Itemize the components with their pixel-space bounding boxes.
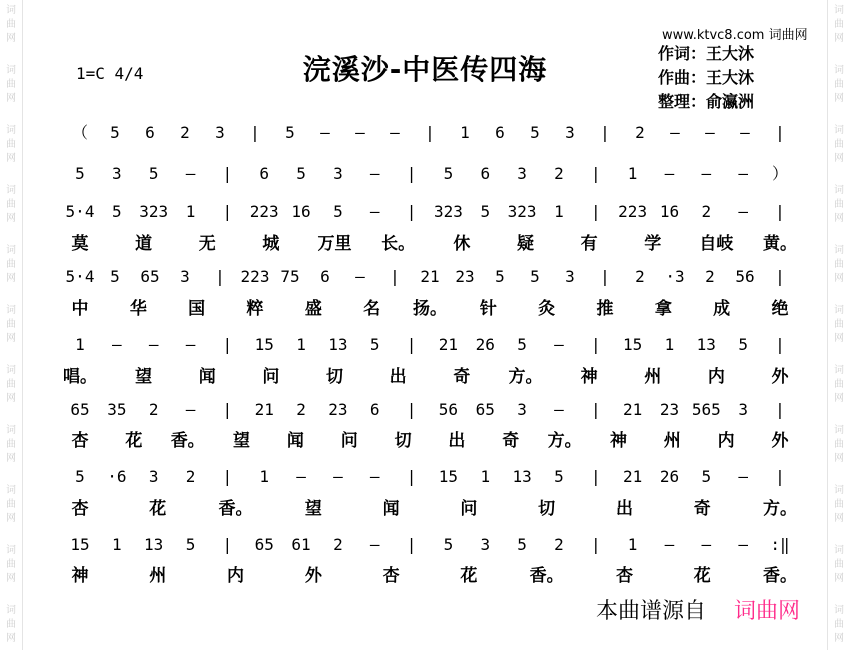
note: — <box>112 335 122 354</box>
barline: | <box>590 335 601 354</box>
lyric-syllable: 花 <box>693 566 711 586</box>
lyric-syllable: 州 <box>149 566 167 586</box>
note: — <box>664 164 675 183</box>
lyric-syllable: 香。 <box>170 431 205 451</box>
note: 5·4 <box>65 267 95 286</box>
lyric-syllable: 万里 <box>317 234 352 254</box>
note: 1 <box>664 335 675 354</box>
note: 5 <box>333 202 343 221</box>
barline: | <box>222 164 233 183</box>
note: 5 <box>75 467 85 486</box>
barline: | <box>406 202 417 221</box>
lyric-syllable: 杏 <box>615 566 633 586</box>
lyric-syllable: 黄。 <box>763 234 797 254</box>
note: — <box>355 267 365 286</box>
note: 3 <box>112 164 122 183</box>
lyric-syllable: 外 <box>771 431 789 451</box>
note: 2 <box>705 267 715 286</box>
watermark-text: 词曲网 <box>834 5 844 44</box>
note: 5 <box>110 123 120 142</box>
note: — <box>369 535 380 554</box>
note: 65 <box>140 267 160 286</box>
note: 2 <box>185 467 196 486</box>
watermark-text: 词曲网 <box>834 185 844 224</box>
lyric-syllable: 内 <box>717 431 735 451</box>
note: 2 <box>333 535 343 554</box>
note: 5 <box>701 467 712 486</box>
note: 1 <box>627 535 638 554</box>
note: 3 <box>517 164 527 183</box>
note: 565 <box>691 400 721 419</box>
barline: | <box>406 164 417 183</box>
barline: | <box>600 123 610 142</box>
barline: | <box>590 164 601 183</box>
note: 15 <box>622 335 643 354</box>
note: 3 <box>180 267 190 286</box>
lyric-syllable: 花 <box>149 499 167 519</box>
note: — <box>333 467 343 486</box>
note: 56 <box>735 267 755 286</box>
watermark-text: 词曲网 <box>834 245 844 284</box>
note: 21 <box>420 267 440 286</box>
lyric-syllable: 华 <box>129 299 147 319</box>
watermark-text: 词曲网 <box>6 425 16 464</box>
lyric-syllable: 莫 <box>71 234 89 254</box>
note: 15 <box>70 535 90 554</box>
note: 3 <box>480 535 491 554</box>
note: 21 <box>622 400 643 419</box>
note: — <box>390 123 400 142</box>
barline: | <box>775 267 785 286</box>
barline: | <box>222 202 233 221</box>
note: — <box>664 535 675 554</box>
note: — <box>369 467 380 486</box>
note: — <box>705 123 715 142</box>
note: 5 <box>112 202 122 221</box>
note: 5 <box>495 267 505 286</box>
note: — <box>740 123 750 142</box>
note: 5 <box>530 123 540 142</box>
note: 5 <box>517 535 527 554</box>
note: 2 <box>635 123 645 142</box>
lyric-syllable: 望 <box>135 367 153 387</box>
lyric-syllable: 方。 <box>547 431 582 451</box>
note: 2 <box>296 400 306 419</box>
lyric-syllable: 拿 <box>654 299 672 319</box>
note: 3 <box>148 467 159 486</box>
lyric-syllable: 奇 <box>502 431 520 451</box>
lyric-syllable: 闻 <box>286 431 304 451</box>
lyric-syllable: 问 <box>340 431 358 451</box>
barline: | <box>590 535 601 554</box>
note: 35 <box>107 400 127 419</box>
note: — <box>185 164 196 183</box>
note: 223 <box>618 202 648 221</box>
note: 1 <box>75 335 85 354</box>
lyric-syllable: 奇 <box>453 367 471 387</box>
lyric-syllable: 州 <box>663 431 681 451</box>
barline: | <box>222 400 233 419</box>
lyricist-credit: 作词：王大沐 <box>658 44 755 63</box>
note: （ <box>71 123 89 142</box>
key-signature: 1=C 4/4 <box>76 64 144 83</box>
note: — <box>148 335 159 354</box>
note: 6 <box>480 164 491 183</box>
watermark-text: 词曲网 <box>6 5 16 44</box>
lyric-syllable: 道 <box>135 234 153 254</box>
arranger-credit: 整理：俞瀛洲 <box>658 92 755 111</box>
watermark-text: 词曲网 <box>834 425 844 464</box>
note: 5 <box>75 164 85 183</box>
note: 15 <box>254 335 274 354</box>
barline: | <box>775 335 785 354</box>
lyric-syllable: 推 <box>596 299 614 319</box>
lyric-syllable: 自岐 <box>699 234 734 254</box>
note: — <box>670 123 680 142</box>
lyric-syllable: 花 <box>125 431 143 451</box>
lyric-syllable: 花 <box>460 566 478 586</box>
barline: | <box>406 467 417 486</box>
note: 26 <box>659 467 680 486</box>
lyric-syllable: 绝 <box>771 299 789 319</box>
lyric-syllable: 神 <box>609 431 627 451</box>
note: 5 <box>554 467 564 486</box>
lyric-syllable: 问 <box>460 499 478 519</box>
lyric-syllable: 唱。 <box>63 367 97 387</box>
note: 3 <box>517 400 527 419</box>
lyric-syllable: 中 <box>71 299 89 319</box>
note: 3 <box>565 123 575 142</box>
note: 5 <box>369 335 380 354</box>
note: 2 <box>180 123 190 142</box>
note: 13 <box>512 467 532 486</box>
note: 13 <box>696 335 716 354</box>
note: 65 <box>254 535 274 554</box>
barline: | <box>406 335 417 354</box>
page-title: 浣溪沙-中医传四海 <box>302 53 548 86</box>
note: 16 <box>291 202 311 221</box>
watermark-text: 词曲网 <box>6 245 16 284</box>
note: 23 <box>659 400 680 419</box>
note: ） <box>771 164 789 183</box>
lyric-syllable: 出 <box>448 431 466 451</box>
watermark-text: 词曲网 <box>834 605 844 644</box>
note: 3 <box>738 400 748 419</box>
lyric-syllable: 问 <box>262 367 280 387</box>
lyric-syllable: 有 <box>580 234 598 254</box>
note: — <box>554 400 564 419</box>
note: 223 <box>240 267 270 286</box>
lyric-syllable: 无 <box>198 234 216 254</box>
barline: | <box>775 467 785 486</box>
lyric-syllable: 切 <box>394 431 412 451</box>
lyric-syllable: 香。 <box>763 566 797 586</box>
barline: | <box>222 467 233 486</box>
barline: | <box>250 123 260 142</box>
lyric-syllable: 粹 <box>246 299 264 319</box>
note: 21 <box>438 335 459 354</box>
barline: | <box>222 335 233 354</box>
note: — <box>738 535 748 554</box>
watermark-text: 词曲网 <box>834 545 844 584</box>
note: 323 <box>507 202 537 221</box>
lyric-syllable: 外 <box>304 566 322 586</box>
note: 3 <box>215 123 225 142</box>
note: — <box>738 164 748 183</box>
note: 1 <box>185 202 196 221</box>
note: 1 <box>460 123 470 142</box>
barline: :‖ <box>770 535 790 554</box>
note: 61 <box>291 535 311 554</box>
note: 65 <box>70 400 90 419</box>
lyric-syllable: 神 <box>71 566 89 586</box>
note: — <box>701 164 712 183</box>
note: 5 <box>285 123 295 142</box>
note: 6 <box>495 123 505 142</box>
lyric-syllable: 长。 <box>381 234 416 254</box>
note: 6 <box>320 267 330 286</box>
lyric-syllable: 州 <box>644 367 662 387</box>
lyric-syllable: 疑 <box>516 234 534 254</box>
note: 2 <box>701 202 712 221</box>
note: 1 <box>554 202 564 221</box>
note: 5 <box>296 164 306 183</box>
note: — <box>185 400 196 419</box>
lyric-syllable: 方。 <box>763 499 797 519</box>
note: 223 <box>249 202 279 221</box>
lyric-syllable: 出 <box>615 499 633 519</box>
note: 5 <box>148 164 159 183</box>
lyric-syllable: 神 <box>580 367 598 387</box>
note: — <box>369 202 380 221</box>
composer-credit: 作曲：王大沐 <box>658 68 755 87</box>
barline: | <box>215 267 225 286</box>
note: 5 <box>110 267 120 286</box>
site-url[interactable]: www.ktvc8.com 词曲网 <box>662 28 808 43</box>
watermark-text: 词曲网 <box>6 185 16 224</box>
note: 2 <box>148 400 159 419</box>
note: 16 <box>659 202 680 221</box>
watermark-text: 词曲网 <box>834 485 844 524</box>
note: — <box>296 467 306 486</box>
lyric-syllable: 灸 <box>538 299 556 319</box>
source-text: 本曲谱源自 <box>596 599 707 624</box>
watermark-text: 词曲网 <box>834 365 844 404</box>
barline: | <box>425 123 435 142</box>
barline: | <box>775 202 785 221</box>
barline: | <box>406 535 417 554</box>
note: 65 <box>475 400 495 419</box>
barline: | <box>406 400 417 419</box>
note: 21 <box>254 400 274 419</box>
lyric-syllable: 方。 <box>508 367 543 387</box>
note: 3 <box>565 267 575 286</box>
note: 5 <box>517 335 527 354</box>
lyric-syllable: 望 <box>304 499 322 519</box>
note: — <box>320 123 330 142</box>
lyric-syllable: 名 <box>363 299 381 319</box>
lyric-syllable: 闻 <box>198 367 216 387</box>
note: 21 <box>622 467 643 486</box>
watermark-text: 词曲网 <box>6 545 16 584</box>
note: 5·4 <box>65 202 95 221</box>
note: 5 <box>738 335 748 354</box>
lyric-syllable: 国 <box>188 299 206 319</box>
note: 23 <box>455 267 475 286</box>
lyric-syllable: 切 <box>538 499 556 519</box>
lyric-syllable: 内 <box>227 566 245 586</box>
lyric-syllable: 城 <box>262 234 280 254</box>
lyric-syllable: 扬。 <box>413 299 447 319</box>
lyric-syllable: 杏 <box>71 431 89 451</box>
lyric-syllable: 望 <box>233 431 251 451</box>
note: 75 <box>280 267 300 286</box>
lyric-syllable: 成 <box>713 299 731 319</box>
note: 6 <box>369 400 380 419</box>
note: — <box>369 164 380 183</box>
lyric-syllable: 盛 <box>304 299 322 319</box>
note: 23 <box>328 400 348 419</box>
watermark-text: 词曲网 <box>6 65 16 104</box>
lyric-syllable: 杏 <box>382 566 400 586</box>
lyric-syllable: 出 <box>389 367 407 387</box>
barline: | <box>590 467 601 486</box>
note: — <box>738 202 748 221</box>
barline: | <box>222 535 233 554</box>
note: 2 <box>554 535 564 554</box>
barline: | <box>590 400 601 419</box>
lyric-syllable: 外 <box>771 367 789 387</box>
lyric-syllable: 奇 <box>693 499 711 519</box>
note: 5 <box>530 267 540 286</box>
note: 5 <box>185 535 196 554</box>
note: 5 <box>480 202 491 221</box>
lyric-syllable: 针 <box>479 299 497 319</box>
note: 2 <box>554 164 564 183</box>
barline: | <box>600 267 610 286</box>
note: 56 <box>438 400 459 419</box>
note: ·3 <box>665 267 685 286</box>
note: — <box>355 123 365 142</box>
barline: | <box>590 202 601 221</box>
barline: | <box>775 400 785 419</box>
lyric-syllable: 杏 <box>71 499 89 519</box>
note: 1 <box>112 535 122 554</box>
note: 323 <box>139 202 169 221</box>
note: 323 <box>433 202 463 221</box>
note: 15 <box>438 467 459 486</box>
lyric-syllable: 闻 <box>382 499 400 519</box>
note: ·6 <box>107 467 127 486</box>
watermark-text: 词曲网 <box>6 305 16 344</box>
lyric-syllable: 香。 <box>218 499 253 519</box>
note: 1 <box>480 467 491 486</box>
note: 1 <box>296 335 306 354</box>
note: — <box>185 335 196 354</box>
note: 6 <box>145 123 155 142</box>
note: 5 <box>443 164 454 183</box>
note: 2 <box>635 267 645 286</box>
lyric-syllable: 休 <box>453 234 471 254</box>
note: — <box>554 335 564 354</box>
watermark-text: 词曲网 <box>834 305 844 344</box>
watermark-text: 词曲网 <box>834 65 844 104</box>
barline: | <box>390 267 400 286</box>
watermark-text: 词曲网 <box>6 125 16 164</box>
note: 13 <box>144 535 164 554</box>
watermark-text: 词曲网 <box>6 605 16 644</box>
watermark-text: 词曲网 <box>834 125 844 164</box>
watermark-text: 词曲网 <box>6 365 16 404</box>
note: 1 <box>259 467 270 486</box>
note: — <box>738 467 748 486</box>
brand-link[interactable]: 词曲网 <box>734 599 801 624</box>
note: 3 <box>333 164 343 183</box>
barline: | <box>775 123 785 142</box>
lyric-syllable: 切 <box>326 367 344 387</box>
lyric-syllable: 香。 <box>529 566 564 586</box>
note: 1 <box>627 164 638 183</box>
watermark-text: 词曲网 <box>6 485 16 524</box>
note: 26 <box>475 335 495 354</box>
note: 13 <box>328 335 348 354</box>
lyric-syllable: 内 <box>707 367 725 387</box>
note: — <box>701 535 712 554</box>
note: 5 <box>443 535 454 554</box>
lyric-syllable: 学 <box>644 234 662 254</box>
note: 6 <box>259 164 270 183</box>
